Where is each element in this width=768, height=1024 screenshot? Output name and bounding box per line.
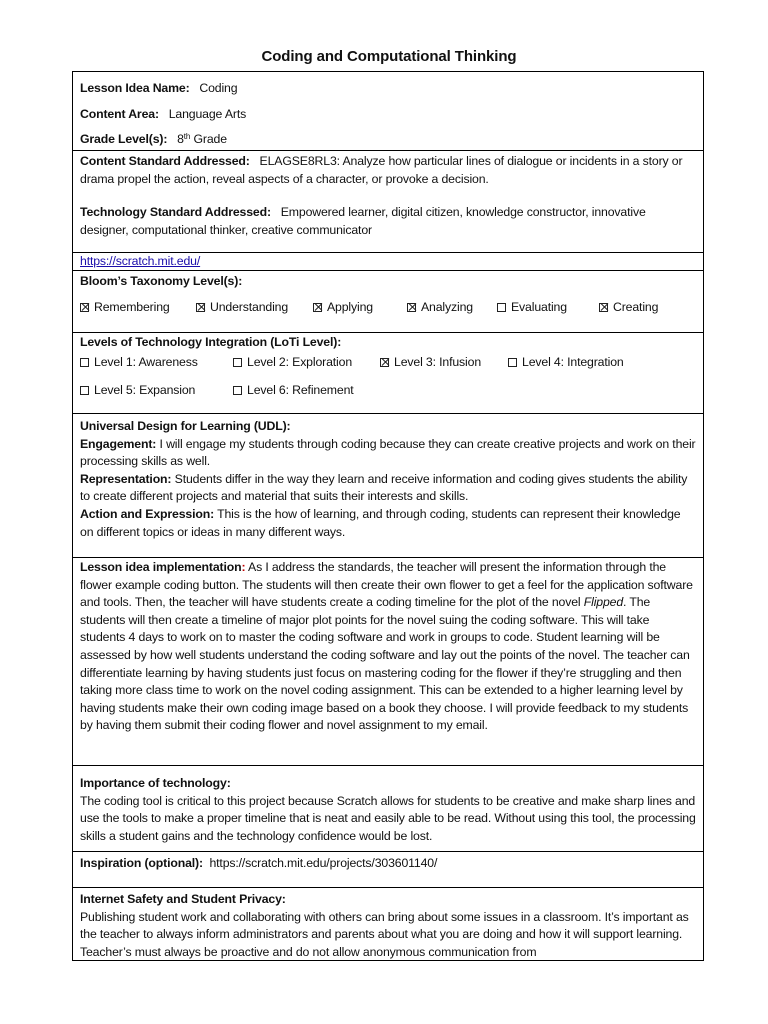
content-standard-label: Content Standard Addressed: <box>80 154 250 168</box>
blooms-section <box>73 271 703 333</box>
checkbox-icon <box>508 358 517 367</box>
checkbox-label: Level 2: Exploration <box>247 354 353 369</box>
checkbox-remembering[interactable] <box>80 299 196 317</box>
udl-representation <box>80 471 696 506</box>
udl-action-expression <box>80 506 696 541</box>
checkbox-analyzing[interactable] <box>407 299 497 317</box>
checkbox-label: Level 3: Infusion <box>394 354 482 369</box>
checkbox-icon <box>233 386 242 395</box>
loti-checkbox-row-1 <box>80 354 696 372</box>
inspiration-section <box>73 852 703 888</box>
content-area-row <box>80 102 696 128</box>
checkbox-icon <box>313 303 322 312</box>
grade-level-row <box>80 127 696 153</box>
checkbox-label: Level 1: Awareness <box>94 354 198 369</box>
grade-word: Grade <box>193 132 227 146</box>
checkbox-label: Remembering <box>94 299 170 314</box>
importance-text: The coding tool is critical to this project because Scratch allows for students to be creative and make sharp lines and use the tools to make a proper timeline that is neat and easily able to be read. Without using this tool, the processing skills a student gains and the technology confidence would be lost. <box>80 793 696 843</box>
action-expression-label: Action and Expression: <box>80 506 215 521</box>
checkbox-label: Level 5: Expansion <box>94 383 196 398</box>
engagement-text: I will engage my students through coding because they can create creative projects and work on their processing skills as well. <box>80 436 696 469</box>
checkbox-label: Level 4: Integration <box>522 354 624 369</box>
implementation-text-2: . The students will then create a timeline of major plot points for the novel suing the coding software. This will take students 4 days to work on to master the coding software and work in groups to code. Student learning will be assessed by how well students understand the coding software and lay out the points of the novel. The teacher can differentiate learning by having students just focus on mastering coding for the flower if they’re struggling and then taking more class time to work on the novel coding assignment. This can be extended to a higher learning level by having students make their own coding image based on a book they choose. I will provide feedback to my students by having them submit their coding flower and novel assignment to my email. <box>80 595 690 733</box>
checkbox-icon <box>80 386 89 395</box>
content-area-value: Language Arts <box>168 106 247 121</box>
checkbox-level-1[interactable] <box>80 354 233 372</box>
checkbox-understanding[interactable] <box>196 299 313 317</box>
engagement-label: Engagement: <box>80 436 157 451</box>
checkbox-label: Analyzing <box>421 299 473 314</box>
novel-title: Flipped <box>583 595 624 610</box>
lesson-name-label: Lesson Idea Name: <box>80 81 190 95</box>
checkbox-label: Creating <box>613 299 659 314</box>
grade-level-label: Grade Level(s): <box>80 132 168 146</box>
internet-safety-section <box>73 888 703 960</box>
checkbox-evaluating[interactable] <box>497 299 599 317</box>
checkbox-level-4[interactable] <box>508 354 624 372</box>
checkbox-icon <box>80 358 89 367</box>
inspiration-label: Inspiration (optional): <box>80 856 203 870</box>
representation-text: Students differ in the way they learn and receive information and coding gives students the ability to create different projects and material that suits their interests and skills. <box>80 471 688 504</box>
content-standard <box>80 153 696 188</box>
grade-number: 8 <box>177 132 184 146</box>
checkbox-level-5[interactable] <box>80 382 233 400</box>
link-section <box>73 253 703 271</box>
standards-section <box>73 151 703 253</box>
importance-label: Importance of technology: <box>80 776 231 790</box>
technology-standard <box>80 204 696 239</box>
implementation-section <box>73 558 703 766</box>
inspiration-value: https://scratch.mit.edu/projects/303601140/ <box>209 856 438 870</box>
loti-label: Levels of Technology Integration (LoTi Level): <box>80 335 342 349</box>
udl-section <box>73 414 703 558</box>
blooms-label: Bloom’s Taxonomy Level(s): <box>80 274 243 288</box>
checkbox-applying[interactable] <box>313 299 407 317</box>
grade-suffix: th <box>183 132 191 141</box>
udl-label: Universal Design for Learning (UDL): <box>80 419 291 433</box>
lesson-name-value: Coding <box>199 81 238 95</box>
internet-safety-text: Publishing student work and collaborating with others can bring about some issues in a classroom. It’s important as the teacher to always inform administrators and parents about what you are doing and how it will support learning. Teacher’s must always be proactive and do not allow anonymous communication from <box>80 909 689 959</box>
blooms-checkbox-group <box>80 299 696 317</box>
udl-engagement <box>80 436 696 471</box>
internet-safety-label: Internet Safety and Student Privacy: <box>80 892 286 906</box>
checkbox-label: Level 6: Refinement <box>247 383 354 398</box>
document-title: Coding and Computational Thinking <box>261 48 517 65</box>
checkbox-label: Evaluating <box>511 299 567 314</box>
implementation-label: Lesson idea implementation <box>80 560 242 574</box>
checkbox-level-6[interactable] <box>233 382 354 400</box>
checkbox-label: Understanding <box>210 299 289 314</box>
lesson-info-section <box>73 72 703 151</box>
technology-standard-value: Empowered learner, digital citizen, knowledge constructor, innovative designer, computational thinker, creative communicator <box>80 205 646 237</box>
importance-section <box>73 766 703 852</box>
checkbox-label: Applying <box>327 299 373 314</box>
checkbox-icon <box>80 303 89 312</box>
action-expression-text: This is the how of learning, and through coding, students can represent their knowledge on different topics or ideas in many different ways. <box>80 506 681 539</box>
checkbox-icon <box>196 303 205 312</box>
loti-section <box>73 333 703 414</box>
checkbox-level-3[interactable] <box>380 354 508 372</box>
checkbox-icon <box>497 303 506 312</box>
loti-checkbox-row-2 <box>80 382 696 400</box>
scratch-link[interactable]: https://scratch.mit.edu/ <box>80 254 201 268</box>
lesson-name-row <box>80 76 696 102</box>
content-standard-value: ELAGSE8RL3: Analyze how particular lines of dialogue or incidents in a story or drama propel the action, reveal aspects of a character, or provoke a decision. <box>80 154 683 186</box>
checkbox-icon <box>233 358 242 367</box>
checkbox-icon <box>407 303 416 312</box>
technology-standard-label: Technology Standard Addressed: <box>80 205 271 220</box>
content-area-label: Content Area: <box>80 106 159 121</box>
checkbox-creating[interactable] <box>599 299 658 317</box>
representation-label: Representation: <box>80 471 172 486</box>
implementation-text-1: As I address the standards, the teacher will present the information through the flower example coding button. The students will then create their own flower to get a feel for the application software and tools. Then, the teacher will have students create a coding timeline for the plot of the novel <box>80 560 693 610</box>
checkbox-level-2[interactable] <box>233 354 380 372</box>
lesson-plan-form <box>72 71 704 961</box>
checkbox-icon <box>599 303 608 312</box>
implementation-colon: : <box>241 560 246 574</box>
checkbox-icon <box>380 358 389 367</box>
